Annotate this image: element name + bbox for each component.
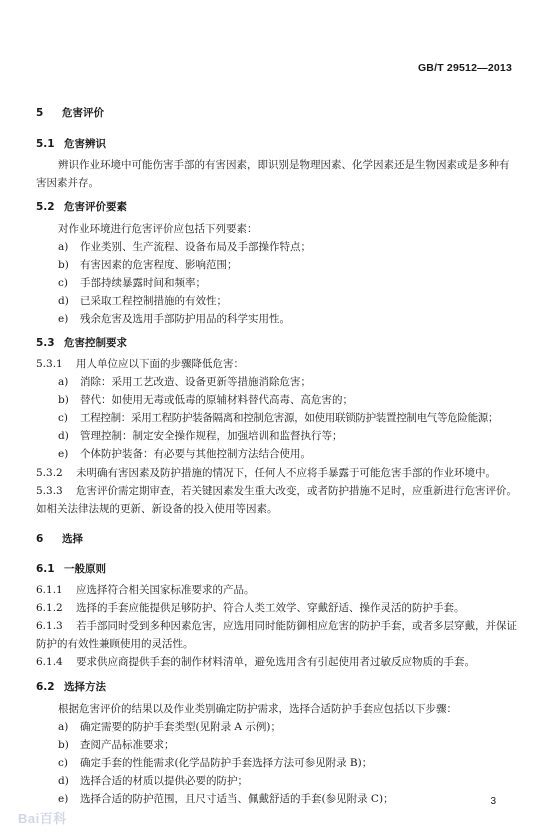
list-item: [58, 294, 227, 308]
list-marker: e): [58, 793, 69, 805]
subsection-title: 一般原则: [64, 563, 106, 575]
watermark-logo: Bai百科: [18, 811, 67, 826]
subsection-number: 5.1: [36, 138, 55, 150]
list-item: [58, 312, 290, 326]
list-item-text: 消除：采用工艺改造、设备更新等措施消除危害；: [80, 376, 311, 388]
list-marker: d): [58, 430, 69, 442]
list-item: [58, 258, 238, 272]
list-item: [58, 240, 311, 254]
list-marker: c): [58, 277, 68, 289]
clause-number: 5.3.1: [36, 358, 63, 370]
subsection-title: 危害控制要求: [64, 337, 127, 349]
list-item-text: 确定需要的防护手套类型(见附录 A 示例)；: [80, 721, 281, 733]
clause-number: 6.1.3: [36, 620, 63, 632]
list-marker: b): [58, 259, 69, 271]
subsection-6-1-heading: [36, 562, 106, 576]
list-item-text: 替代：如使用无毒或低毒的原辅材料替代高毒、高危害的；: [80, 394, 353, 406]
list-item: [58, 429, 343, 443]
page-number: 3: [490, 796, 496, 807]
clause-5-3-3: [36, 484, 517, 498]
list-marker: d): [58, 775, 69, 787]
list-marker: b): [58, 739, 69, 751]
section-number: 5: [36, 107, 44, 119]
list-marker: e): [58, 448, 69, 460]
list-item-text: 有害因素的危害程度、影响范围；: [80, 259, 238, 271]
clause-number: 5.3.3: [36, 485, 63, 497]
clause-text: 选择的手套应能提供足够防护、符合人类工效学、穿戴舒适、操作灵活的防护手套。: [76, 602, 465, 614]
subsection-number: 6.1: [36, 563, 55, 575]
subsection-number: 5.2: [36, 201, 55, 213]
section-title: 危害评价: [62, 107, 104, 119]
list-item-text: 作业类别、生产流程、设备布局及手部操作特点；: [80, 241, 311, 253]
clause-text: 若手部同时受到多种因素危害，应选用同时能防御相应危害的防护手套，或者多层穿戴，并保证: [76, 620, 517, 632]
list-marker: a): [58, 376, 69, 388]
document-code: GB/T 29512—2013: [417, 62, 512, 74]
clause-text: 要求供应商提供手套的制作材料清单，避免选用含有引起使用者过敏反应物质的手套。: [76, 656, 475, 668]
clause-number: 6.1.2: [36, 602, 63, 614]
clause-6-1-4: [36, 655, 475, 669]
list-item: [58, 720, 281, 734]
list-item-text: 管理控制：制定安全操作规程，加强培训和监督执行等；: [80, 430, 343, 442]
list-item-text: 选择合适的防护范围，且尺寸适当、佩戴舒适的手套(参见附录 C)；: [80, 793, 394, 805]
clause-text: 未明确有害因素及防护措施的情况下，任何人不应将手暴露于可能危害手部的作业环境中。: [76, 467, 496, 479]
list-item-text: 手部持续暴露时间和频率；: [80, 277, 206, 289]
list-marker: d): [58, 295, 69, 307]
clause-text: 应选择符合相关国家标准要求的产品。: [76, 584, 255, 596]
section-title: 选择: [62, 533, 83, 545]
list-item-text: 查阅产品标准要求；: [80, 739, 175, 751]
clause-text: 用人单位应以下面的步骤降低危害：: [76, 358, 244, 370]
list-item: [58, 375, 311, 389]
list-item-text: 工程控制：采用工程防护装备隔离和控制危害源，如使用联锁防护装置控制电气等危险能源；: [80, 412, 499, 424]
clause-5-3-1: [36, 357, 244, 371]
paragraph: 防护的有效性兼顾使用的灵活性。: [36, 638, 194, 650]
list-marker: c): [58, 757, 68, 769]
subsection-title: 危害辨识: [64, 138, 106, 150]
section-6-heading: [36, 532, 83, 546]
paragraph: 辨识作业环境中可能伤害手部的有害因素，即识别是物理因素、化学因素还是生物因素或是多种有: [58, 159, 510, 171]
clause-text: 危害评价需定期审查，若关键因素发生重大改变，或者防护措施不足时，应重新进行危害评价。: [76, 485, 517, 497]
clause-6-1-2: [36, 601, 465, 615]
subsection-title: 危害评价要素: [64, 201, 127, 213]
subsection-5-2-heading: [36, 200, 127, 214]
list-item: [58, 276, 206, 290]
paragraph: 对作业环境进行危害评价应包括下列要素：: [58, 223, 258, 235]
paragraph: 根据危害评价的结果以及作业类别确定防护需求，选择合适防护手套应包括以下步骤：: [58, 703, 457, 715]
clause-number: 5.3.2: [36, 467, 63, 479]
list-item-text: 确定手套的性能需求(化学品防护手套选择方法可参见附录 B)；: [80, 757, 373, 769]
clause-6-1-1: [36, 583, 255, 597]
paragraph: 害因素并存。: [36, 177, 99, 189]
list-item: [58, 393, 353, 407]
subsection-number: 6.2: [36, 681, 55, 693]
clause-6-1-3: [36, 619, 517, 633]
section-number: 6: [36, 533, 44, 545]
list-item-text: 残余危害及选用手部防护用品的科学实用性。: [80, 313, 290, 325]
clause-number: 6.1.4: [36, 656, 63, 668]
subsection-number: 5.3: [36, 337, 55, 349]
subsection-title: 选择方法: [64, 681, 106, 693]
list-item-text: 个体防护装备：有必要与其他控制方法结合使用。: [80, 448, 311, 460]
paragraph: 如相关法律法规的更新、新设备的投入使用等因素。: [36, 503, 278, 515]
clause-number: 6.1.1: [36, 584, 63, 596]
list-marker: b): [58, 394, 69, 406]
list-item: [58, 774, 248, 788]
section-5-heading: [36, 106, 104, 120]
list-marker: a): [58, 241, 69, 253]
list-item-text: 已采取工程控制措施的有效性；: [80, 295, 227, 307]
list-marker: a): [58, 721, 69, 733]
list-item: [58, 411, 498, 425]
clause-5-3-2: [36, 466, 496, 480]
subsection-5-3-heading: [36, 336, 127, 350]
list-item: [58, 738, 175, 752]
list-item: [58, 756, 372, 770]
list-marker: c): [58, 412, 68, 424]
subsection-6-2-heading: [36, 680, 106, 694]
list-item: [58, 447, 311, 461]
list-item: [58, 792, 394, 806]
list-marker: e): [58, 313, 69, 325]
list-item-text: 选择合适的材质以提供必要的防护；: [80, 775, 248, 787]
subsection-5-1-heading: [36, 137, 106, 151]
